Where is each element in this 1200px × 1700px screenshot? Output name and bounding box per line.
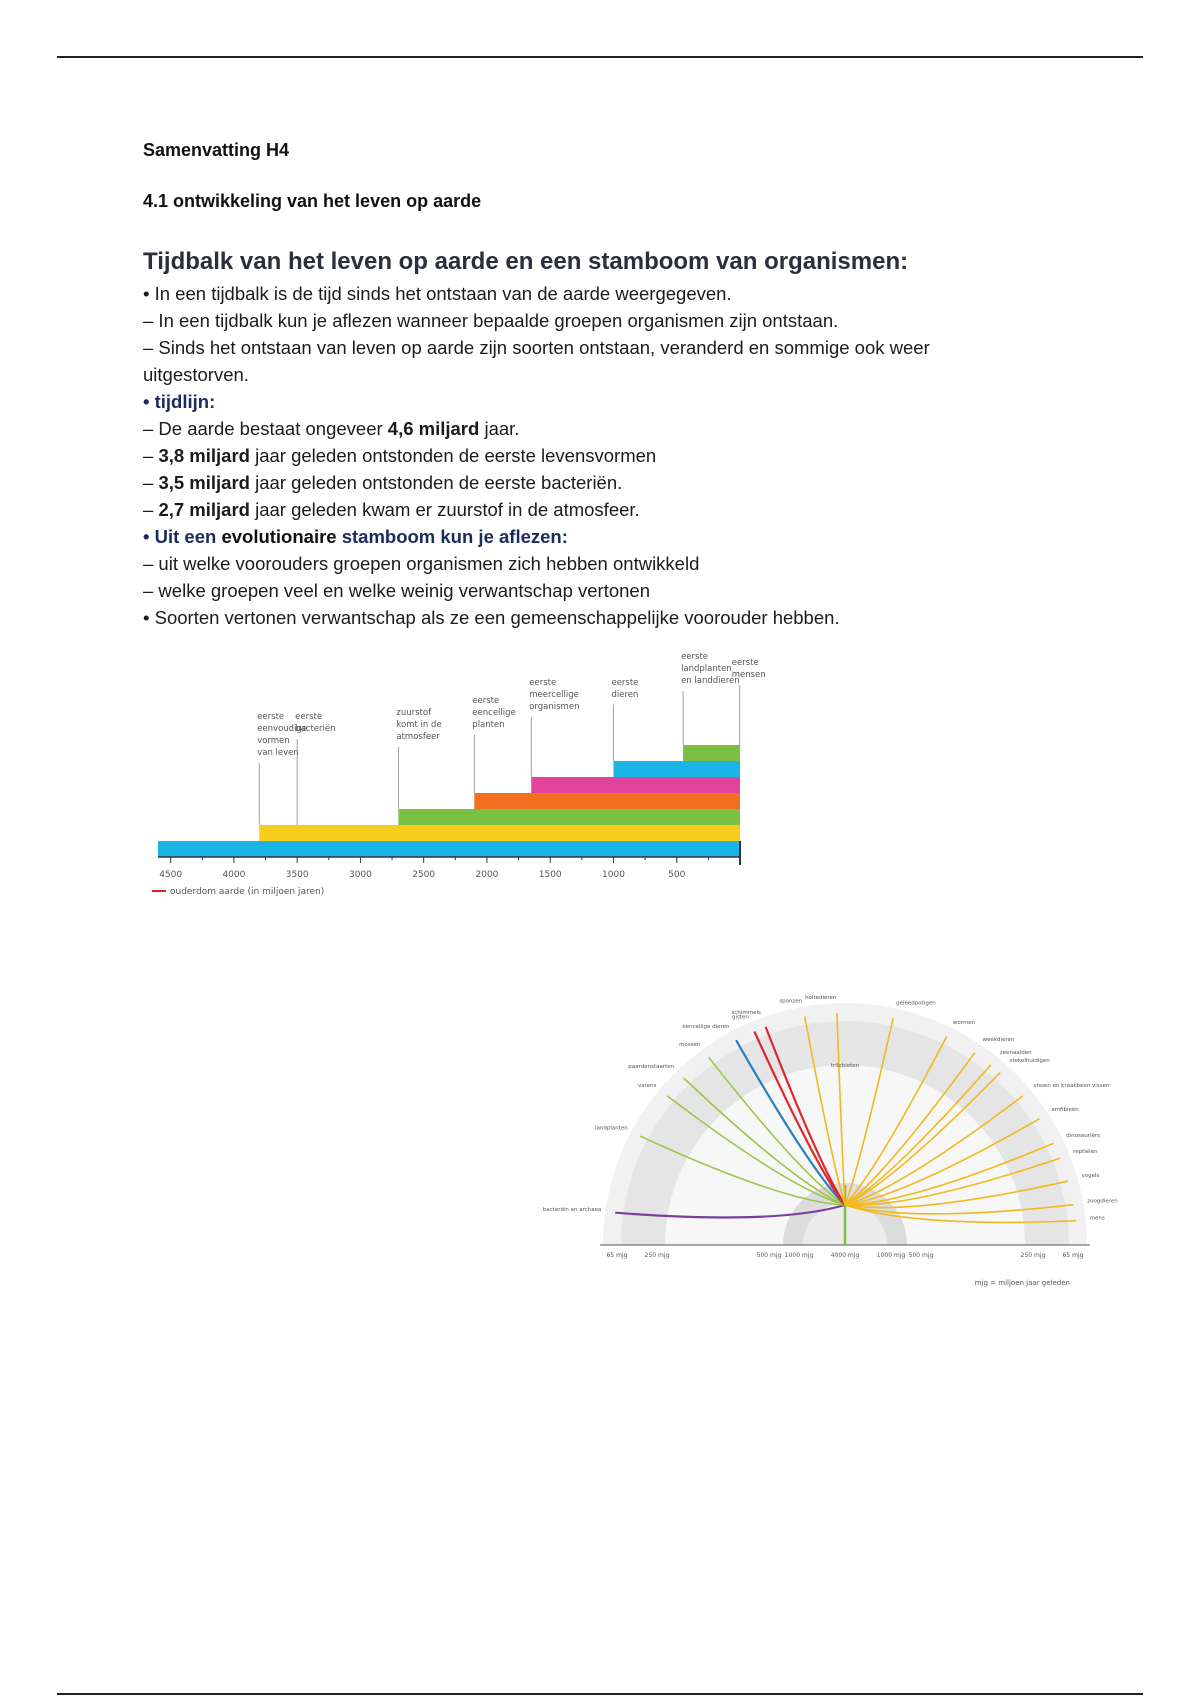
bold-text: 4,6 miljard	[387, 418, 480, 439]
tree-branch-label: schimmels	[731, 1009, 761, 1016]
text-span: jaar geleden ontstonden de eerste bacteriën.	[249, 472, 623, 493]
timeline-bar	[398, 809, 740, 825]
text-line	[143, 496, 1043, 523]
timeline-event-label: meercellige	[529, 690, 579, 700]
timeline-tick-label: 2500	[412, 870, 436, 880]
tree-branch-label: amfibieën	[1051, 1107, 1079, 1114]
timeline-event-label: organismen	[529, 702, 580, 712]
timeline-event-label: van leven	[257, 748, 299, 758]
bold-text: 2,7 miljard	[158, 499, 250, 520]
timeline-event-label: eerste	[529, 678, 557, 688]
timeline-event-label: eerste	[257, 712, 285, 722]
tree-branch-label: landplanten	[595, 1125, 628, 1132]
tree-branch-label: zeenaalden	[999, 1049, 1032, 1056]
timeline-event-label: eencellige	[472, 708, 516, 718]
header-rule	[57, 56, 1143, 58]
tree-axis-label: 1000 mjg	[876, 1252, 906, 1259]
tree-branch-label: bacteriën en archaea	[542, 1206, 602, 1213]
text-line	[143, 469, 1043, 496]
tree-branch-label: varens	[638, 1082, 657, 1089]
bold-text: evolutionaire	[221, 526, 337, 547]
tree-branch-label: reptielen	[1073, 1148, 1098, 1155]
timeline-axis-label: ouderdom aarde (in miljoen jaren)	[170, 887, 325, 897]
timeline-tick-label: 3500	[285, 870, 309, 880]
text-span: –	[143, 499, 159, 520]
bold-text: 3,5 miljard	[158, 472, 250, 493]
text-span: –	[143, 472, 159, 493]
timeline-bar	[683, 745, 740, 761]
bold-text: • tijdlijn:	[143, 391, 216, 412]
timeline-tick-label: 2000	[475, 870, 499, 880]
timeline-chart	[150, 652, 770, 905]
text-span: • Uit een	[143, 526, 222, 547]
bold-text: 3,8 miljard	[158, 445, 250, 466]
timeline-event-label: komt in de	[396, 720, 442, 730]
section-title: 4.1 ontwikkeling van het leven op aarde	[143, 191, 482, 211]
tree-branch-label: vogels	[1081, 1173, 1100, 1180]
text-line: – welke groepen veel en welke weinig verwantschap vertonen	[143, 580, 650, 601]
text-span: –	[143, 445, 159, 466]
timeline-event-label: bacteriën	[295, 724, 336, 734]
tree-axis-label: 500 mjg	[908, 1252, 934, 1259]
footer-rule	[57, 1693, 1143, 1695]
tree-inner-label: trilobieten	[830, 1063, 860, 1069]
tree-branch-label: mens	[1089, 1215, 1105, 1222]
tree-branch-label: mossen	[679, 1041, 701, 1048]
timeline-bar	[158, 841, 740, 857]
timeline-tick-label: 1500	[538, 870, 562, 880]
timeline-bar	[259, 825, 740, 841]
tree-branch-label: stekelhuidigen	[1009, 1058, 1050, 1065]
timeline-event-label: eerste	[611, 678, 639, 688]
timeline-tick-label: 500	[668, 870, 686, 880]
text-line: uitgestorven.	[143, 364, 249, 385]
timeline-event-label: eerste	[731, 658, 759, 668]
timeline-bar	[531, 777, 740, 793]
text-span: – De aarde bestaat ongeveer	[143, 418, 388, 439]
timeline-bar	[613, 761, 740, 777]
tree-axis-label: 65 mjg	[1062, 1252, 1084, 1259]
tree-axis-label: 250 mjg	[1020, 1252, 1046, 1259]
text-line	[143, 442, 1043, 469]
tree-axis-label: 500 mjg	[756, 1252, 782, 1259]
tree-branch-label: sponzen	[779, 998, 803, 1005]
document-title: Samenvatting H4	[143, 140, 290, 160]
tree-branch-label: dinosauriërs	[1066, 1133, 1101, 1140]
tree-branch-label: wormen	[952, 1019, 976, 1026]
tree-note: mjg = miljoen jaar geleden	[974, 1279, 1070, 1287]
timeline-event-label: eenvoudige	[257, 724, 308, 734]
tree-branch-label: eencellige dieren	[682, 1023, 730, 1030]
timeline-event-label: planten	[472, 720, 505, 730]
timeline-tick-label: 4000	[222, 870, 246, 880]
topic-heading: Tijdbalk van het leven op aarde en een stamboom van organismen:	[143, 248, 909, 275]
timeline-event-label: zuurstof	[396, 708, 432, 718]
timeline-event-label: mensen	[731, 670, 766, 680]
timeline-event-label: eerste	[681, 652, 709, 662]
tree-branch-label: geleedpotigen	[896, 1000, 936, 1007]
tree-branch-label: holtedieren	[805, 995, 837, 1002]
text-span: jaar.	[479, 418, 520, 439]
evolution-tree-chart	[542, 955, 1125, 1305]
text-line	[143, 523, 1043, 550]
timeline-bar	[474, 793, 740, 809]
tree-axis-label: 1000 mjg	[784, 1252, 814, 1259]
tree-branch-label: zoogdieren	[1087, 1198, 1118, 1205]
text-line: • Soorten vertonen verwantschap als ze een gemeenschappelijke voorouder hebben.	[143, 607, 840, 628]
tree-axis-label: 250 mjg	[644, 1252, 670, 1259]
timeline-event-label: eerste	[472, 696, 500, 706]
text-line	[143, 415, 1043, 442]
text-span: stamboom kun je aflezen:	[336, 526, 568, 547]
tree-branch-label: gisten	[731, 1014, 749, 1021]
text-line: – Sinds het ontstaan van leven op aarde zijn soorten ontstaan, veranderd en sommige ook weer	[143, 337, 930, 358]
text-line: – In een tijdbalk kun je aflezen wanneer bepaalde groepen organismen zijn ontstaan.	[143, 310, 839, 331]
text-span: jaar geleden ontstonden de eerste levensvormen	[249, 445, 657, 466]
timeline-event-label: atmosfeer	[396, 732, 440, 742]
timeline-event-label: en landdieren	[681, 676, 740, 686]
timeline-event-label: landplanten	[681, 664, 732, 674]
document-body	[143, 140, 1043, 631]
timeline-event-label: vormen	[257, 736, 290, 746]
timeline-tick-label: 3000	[348, 870, 372, 880]
timeline-event-label: dieren	[611, 690, 639, 700]
text-line: – uit welke voorouders groepen organismen zich hebben ontwikkeld	[143, 553, 700, 574]
tree-axis-label: 65 mjg	[606, 1252, 628, 1259]
tree-axis-label: 4000 mjg	[830, 1252, 860, 1259]
tree-branch-label: paardenstaarten	[628, 1064, 675, 1071]
timeline-bullet	[143, 388, 1043, 415]
text-line: • In een tijdbalk is de tijd sinds het ontstaan van de aarde weergegeven.	[143, 283, 732, 304]
timeline-tick-label: 1000	[602, 870, 625, 880]
text-span: jaar geleden kwam er zuurstof in de atmosfeer.	[249, 499, 640, 520]
timeline-event-label: eerste	[295, 712, 323, 722]
timeline-tick-label: 4500	[159, 870, 183, 880]
tree-branch-label: vissen en kraakbeen vissen	[1033, 1082, 1110, 1089]
tree-branch-label: weekdieren	[982, 1037, 1015, 1044]
